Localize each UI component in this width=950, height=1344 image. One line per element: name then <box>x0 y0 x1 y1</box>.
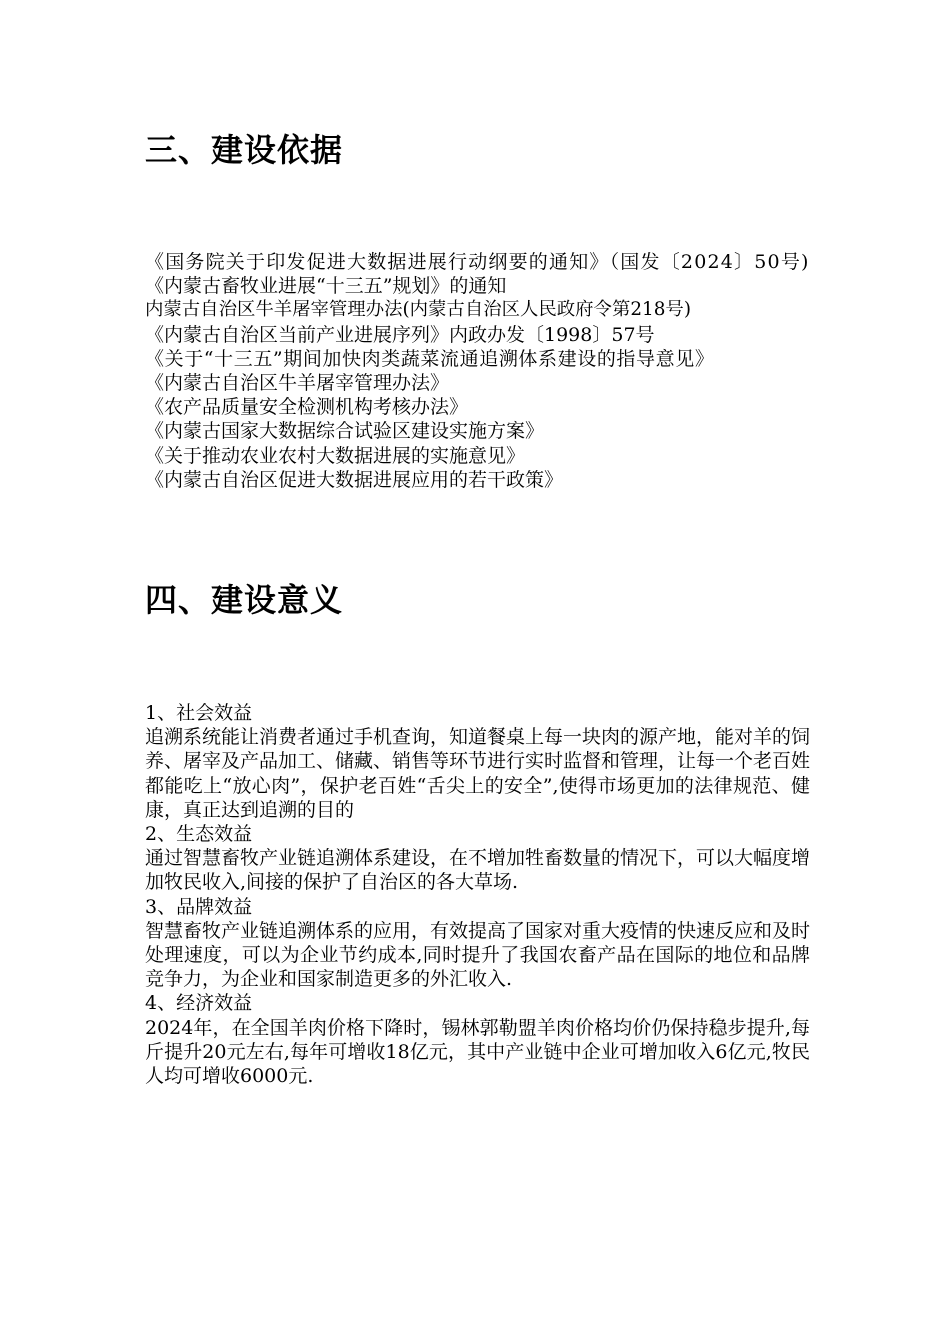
benefit-text-social: 追溯系统能让消费者通过手机查询，知道餐桌上每一块肉的源产地，能对羊的饲养、屠宰及产品加工、储藏、销售等环节进行实时监督和管理，让每一个老百姓都能吃上“放心肉”，保护老百姓“舌尖上的安全”,使得市场更加的法律规范、健康，真正达到追溯的目的 <box>145 726 811 821</box>
reference-item: 《国务院关于印发促进大数据进展行动纲要的通知》（国发〔2024〕50号) <box>145 251 810 273</box>
benefit-text-economic: 2024年，在全国羊肉价格下降时，锡林郭勒盟羊肉价格均价仍保持稳步提升,每斤提升20元左右,每年可增收18亿元，其中产业链中企业可增加收入6亿元,牧民人均可增收6000元. <box>145 1016 810 1088</box>
benefit-text-ecological: 通过智慧畜牧产业链追溯体系建设，在不增加牲畜数量的情况下，可以大幅度增加牧民收入,间接的保护了自治区的各大草场. <box>145 847 811 894</box>
benefit-heading-brand: 3、品牌效益 <box>145 895 253 918</box>
reference-item: 《内蒙古自治区促进大数据进展应用的若干政策》 <box>145 468 564 491</box>
reference-item: 内蒙古自治区牛羊屠宰管理办法(内蒙古自治区人民政府令第218号) <box>145 299 691 321</box>
reference-item: 《内蒙古畜牧业进展“十三五”规划》的通知 <box>145 275 507 298</box>
reference-item: 《农产品质量安全检测机构考核办法》 <box>145 396 469 419</box>
benefit-heading-economic: 4、经济效益 <box>145 992 253 1015</box>
benefit-text-brand: 智慧畜牧产业链追溯体系的应用，有效提高了国家对重大疫情的快速反应和及时处理速度，可以为企业节约成本,同时提升了我国农畜产品在国际的地位和品牌竞争力，为企业和国家制造更多的外汇收入. <box>145 919 811 991</box>
benefit-heading-ecological: 2、生态效益 <box>145 823 253 846</box>
benefit-heading-social: 1、社会效益 <box>145 702 253 724</box>
reference-item: 《内蒙古自治区牛羊屠宰管理办法》 <box>145 372 450 395</box>
reference-item: 《内蒙古国家大数据综合试验区建设实施方案》 <box>145 420 545 443</box>
section-4-title: 四、建设意义 <box>145 581 344 619</box>
reference-item: 《内蒙古自治区当前产业进展序列》内政办发〔1998〕57号 <box>145 323 655 346</box>
reference-list <box>145 250 810 492</box>
section-3-title: 三、建设依据 <box>145 131 344 169</box>
reference-item: 《关于“十三五”期间加快肉类蔬菜流通追溯体系建设的指导意见》 <box>145 347 715 370</box>
benefits-section <box>145 701 810 1088</box>
reference-item: 《关于推动农业农村大数据进展的实施意见》 <box>145 444 526 467</box>
